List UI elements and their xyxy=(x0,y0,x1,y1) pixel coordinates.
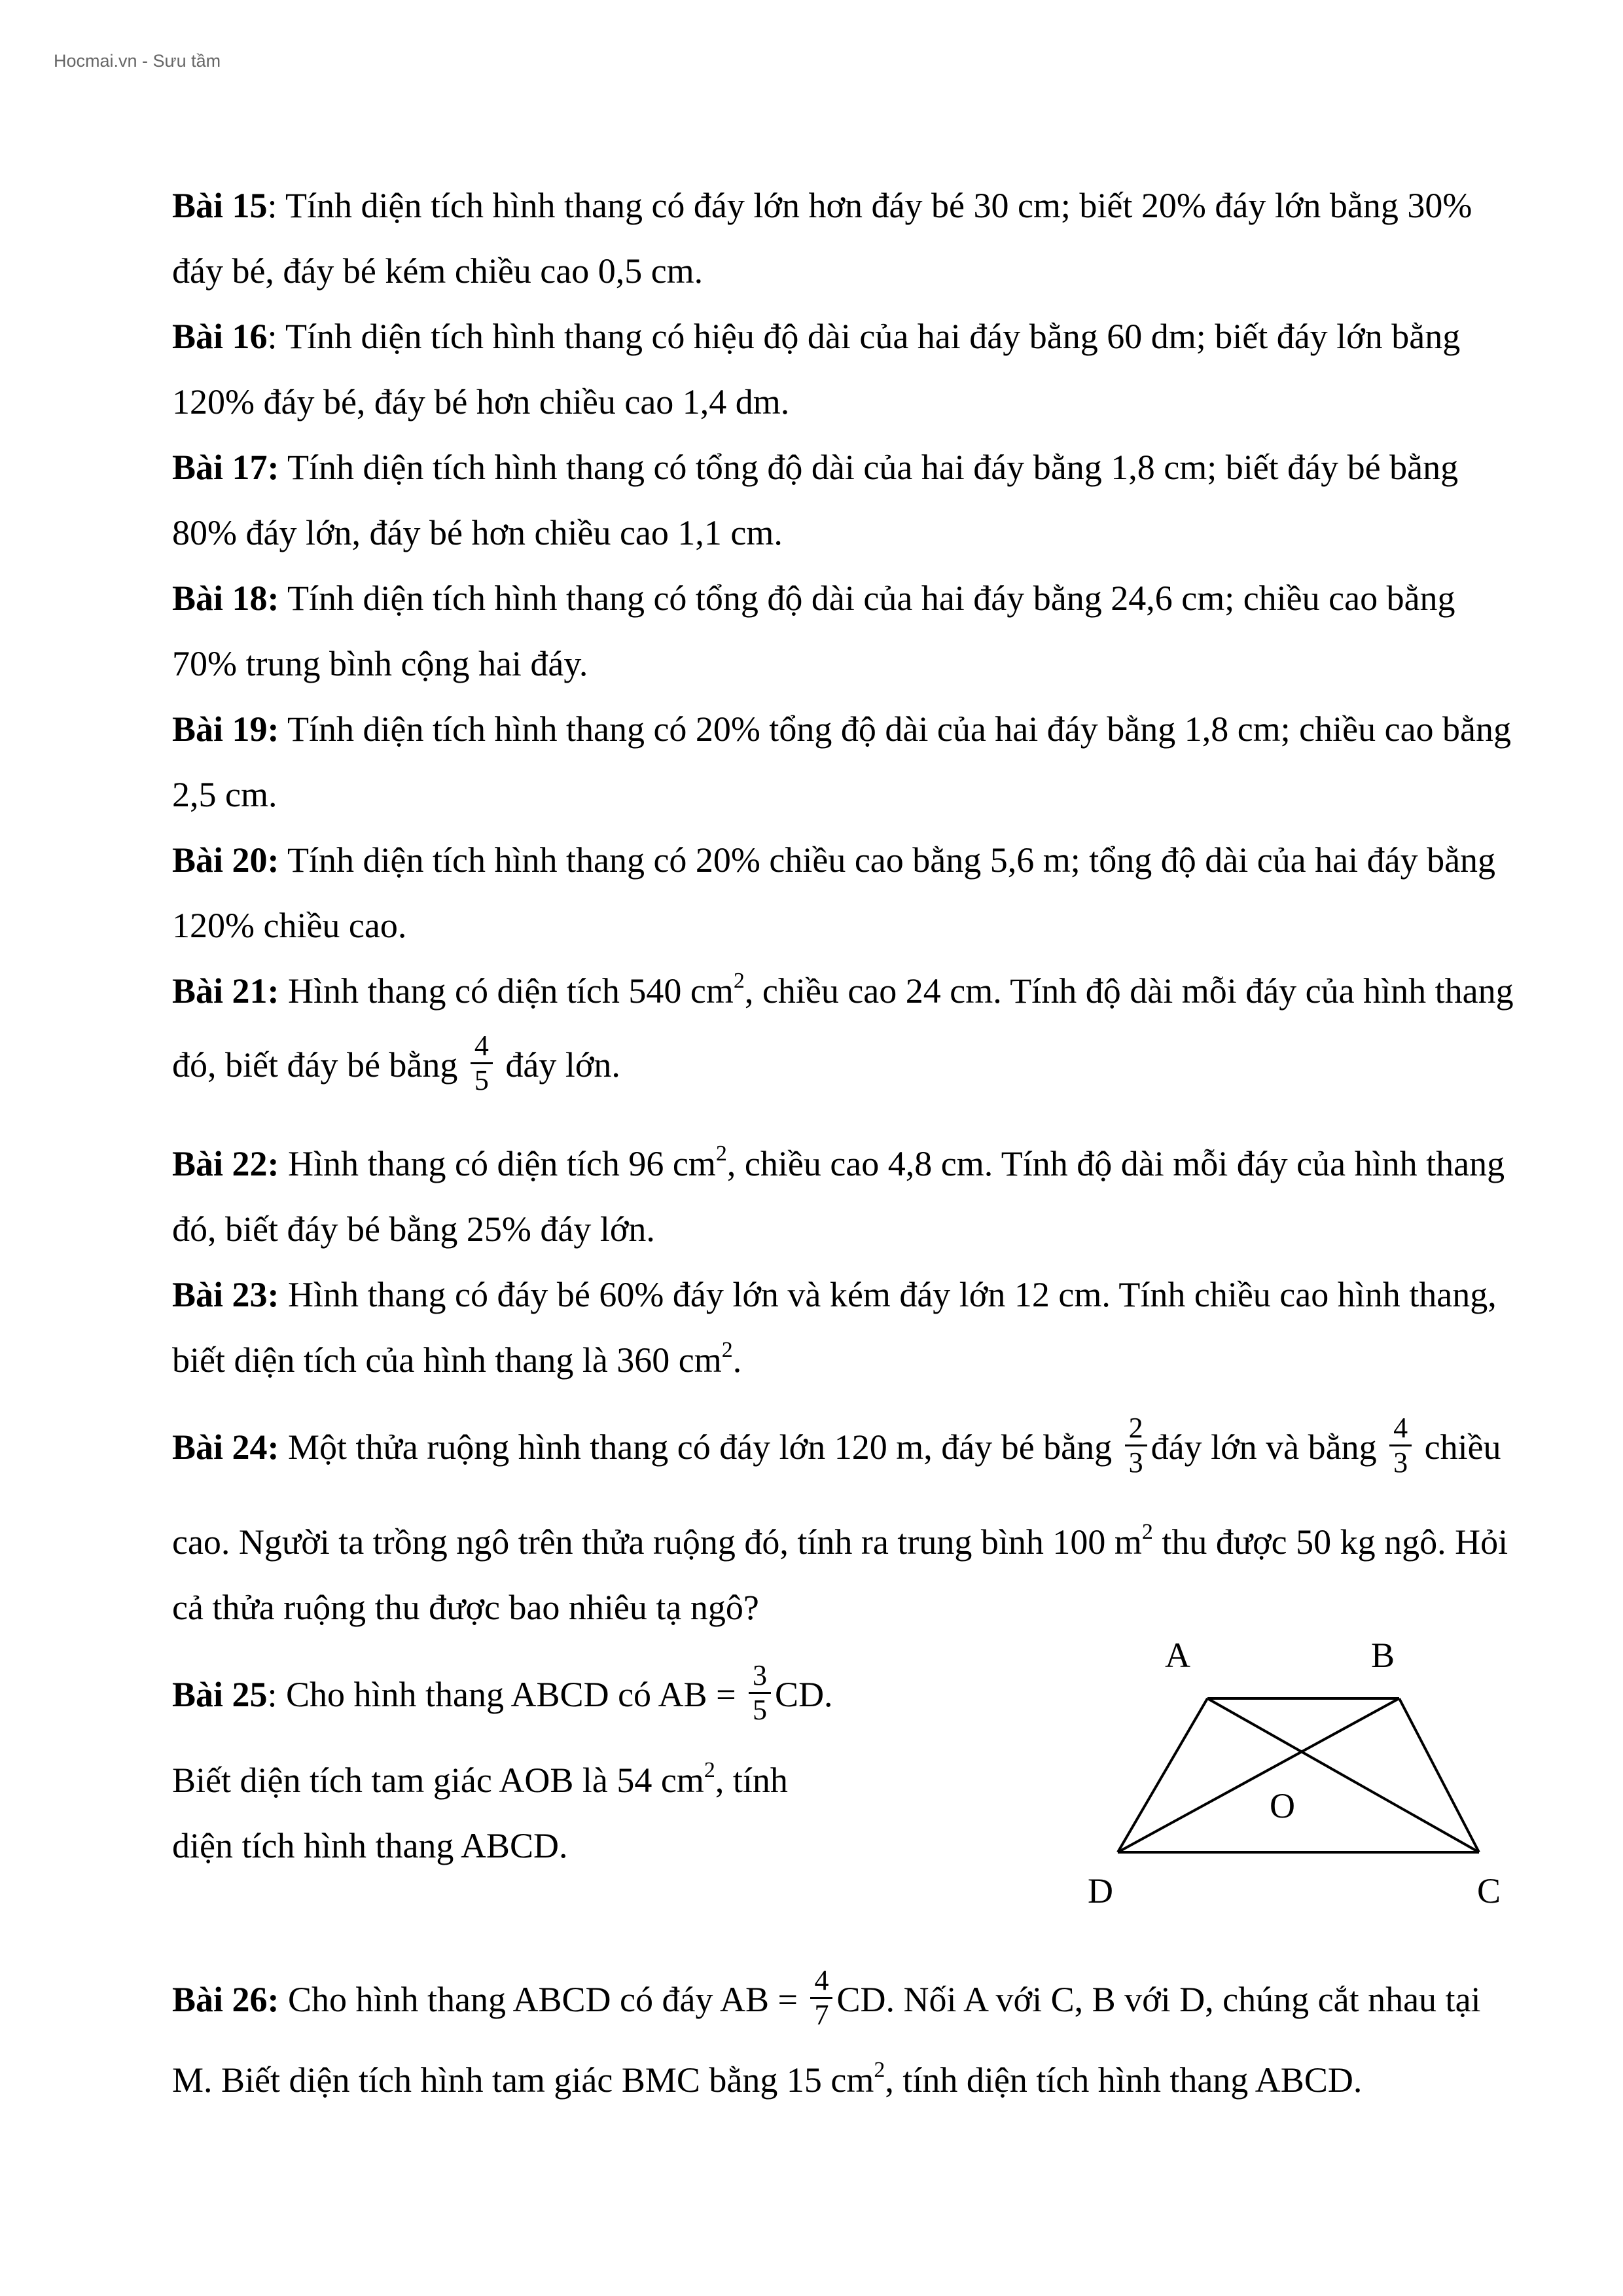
problem-16-line-1 xyxy=(172,319,1460,354)
problem-26-fraction xyxy=(810,1965,832,2030)
problem-17-line-2: 80% đáy lớn, đáy bé hơn chiều cao 1,1 cm. xyxy=(172,513,783,552)
problem-26-line-2 xyxy=(172,2058,1363,2100)
problem-25-text-c: Biết diện tích tam giác AOB là 54 cm xyxy=(172,1761,704,1800)
problem-16-label: Bài 16 xyxy=(172,317,268,356)
problem-20-line-1 xyxy=(172,842,1495,878)
problem-19-label: Bài 19: xyxy=(172,709,279,749)
problem-21-line-2 xyxy=(172,1030,620,1101)
problem-24-fraction-2 xyxy=(1389,1413,1412,1478)
problem-25-line-2 xyxy=(172,1758,788,1800)
problem-24-text-e: thu được 50 kg ngô. Hỏi xyxy=(1152,1522,1508,1562)
problem-18-label: Bài 18: xyxy=(172,579,279,618)
problem-22-text-a: Hình thang có diện tích 96 cm xyxy=(279,1144,716,1183)
fraction-numerator: 2 xyxy=(1125,1413,1147,1446)
problem-26-line-1 xyxy=(172,1964,1481,2036)
problem-18-line-1 xyxy=(172,581,1455,616)
problem-23-text-b: . xyxy=(732,1340,742,1380)
problem-21-text-b: , chiều cao 24 cm. Tính độ dài mỗi đáy của hình thang xyxy=(744,971,1514,1011)
problem-25-text-a: : Cho hình thang ABCD có AB = xyxy=(267,1675,745,1715)
problem-25-sup: 2 xyxy=(704,1758,715,1782)
problem-21-line-1 xyxy=(172,969,1514,1011)
fraction-numerator: 4 xyxy=(471,1031,493,1064)
problem-26-sup: 2 xyxy=(874,2058,885,2082)
vertex-b-label: B xyxy=(1371,1636,1395,1675)
trapezoid-figure xyxy=(1073,1636,1531,1931)
problem-22-sup: 2 xyxy=(715,1141,727,1166)
problem-21-fraction xyxy=(471,1031,493,1096)
problem-25-text-d: , tính xyxy=(715,1761,788,1800)
vertex-d-label: D xyxy=(1088,1871,1113,1910)
fraction-numerator: 3 xyxy=(749,1660,771,1694)
problem-26-label: Bài 26: xyxy=(172,1980,279,2020)
problem-24-sup: 2 xyxy=(1141,1520,1153,1544)
problem-20-text: Tính diện tích hình thang có 20% chiều cao bằng 5,6 m; tổng độ dài của hai đáy bằng xyxy=(279,840,1496,880)
trapezoid-diagram xyxy=(1073,1636,1531,1931)
problem-25-line-1 xyxy=(172,1659,833,1731)
fraction-denominator: 3 xyxy=(1393,1446,1408,1479)
problem-21-label: Bài 21: xyxy=(172,971,279,1011)
problem-23-text-a: biết diện tích của hình thang là 360 cm xyxy=(172,1340,722,1380)
problem-21-text-d: đáy lớn. xyxy=(496,1045,620,1085)
problem-24-text-a: Một thửa ruộng hình thang có đáy lớn 120 m, đáy bé bằng xyxy=(279,1427,1121,1467)
problem-22-line-1 xyxy=(172,1141,1505,1183)
problem-23-line-1 xyxy=(172,1277,1497,1312)
problem-15-label: Bài 15 xyxy=(172,186,268,225)
problem-18-line-2: 70% trung bình cộng hai đáy. xyxy=(172,644,588,683)
fraction-numerator: 4 xyxy=(810,1965,832,1999)
problem-24-text-c: chiều xyxy=(1416,1427,1501,1467)
problem-24-label: Bài 24: xyxy=(172,1427,279,1467)
problem-17-line-1 xyxy=(172,450,1458,485)
vertex-c-label: C xyxy=(1477,1871,1501,1910)
fraction-numerator: 4 xyxy=(1389,1413,1412,1446)
problem-24-line-3: cả thửa ruộng thu được bao nhiêu tạ ngô? xyxy=(172,1588,759,1627)
problem-26-text-a: Cho hình thang ABCD có đáy AB = xyxy=(279,1980,807,2020)
problem-25-fraction xyxy=(749,1660,771,1725)
fraction-denominator: 7 xyxy=(814,1999,829,2032)
problem-25-label: Bài 25 xyxy=(172,1675,268,1715)
center-o-label: O xyxy=(1270,1786,1295,1825)
problem-15-text: : Tính diện tích hình thang có đáy lớn hơn đáy bé 30 cm; biết 20% đáy lớn bằng 30% xyxy=(267,186,1472,225)
problem-20-line-2: 120% chiều cao. xyxy=(172,906,407,945)
problem-24-line-1 xyxy=(172,1412,1501,1483)
problem-22-line-2: đó, biết đáy bé bằng 25% đáy lớn. xyxy=(172,1210,655,1249)
problem-26-text-b: CD. Nối A với C, B với D, chúng cắt nhau tại xyxy=(836,1980,1481,2020)
problem-24-fraction-1 xyxy=(1125,1413,1147,1478)
problem-16-text: : Tính diện tích hình thang có hiệu độ dài của hai đáy bằng 60 dm; biết đáy lớn bằng xyxy=(267,317,1461,356)
problem-22-label: Bài 22: xyxy=(172,1144,279,1183)
problem-20-label: Bài 20: xyxy=(172,840,279,880)
problem-24-text-d: cao. Người ta trồng ngô trên thửa ruộng đó, tính ra trung bình 100 m xyxy=(172,1522,1142,1562)
problem-19-line-2: 2,5 cm. xyxy=(172,775,277,814)
problem-24-text-b: đáy lớn và bằng xyxy=(1150,1427,1386,1467)
problem-23-text: Hình thang có đáy bé 60% đáy lớn và kém đáy lớn 12 cm. Tính chiều cao hình thang, xyxy=(279,1275,1497,1314)
problem-19-text: Tính diện tích hình thang có 20% tổng độ dài của hai đáy bằng 1,8 cm; chiều cao bằng xyxy=(279,709,1512,749)
problem-23-label: Bài 23: xyxy=(172,1275,279,1314)
problem-17-text: Tính diện tích hình thang có tổng độ dài của hai đáy bằng 1,8 cm; biết đáy bé bằng xyxy=(279,448,1459,487)
problem-23-sup: 2 xyxy=(721,1338,733,1362)
fraction-denominator: 5 xyxy=(474,1064,489,1097)
problem-21-text-a: Hình thang có diện tích 540 cm xyxy=(279,971,734,1011)
problem-18-text: Tính diện tích hình thang có tổng độ dài của hai đáy bằng 24,6 cm; chiều cao bằng xyxy=(279,579,1455,618)
watermark: Hocmai.vn - Sưu tầm xyxy=(54,51,221,71)
problem-25-text-b: CD. xyxy=(775,1675,833,1715)
problem-15-line-2: đáy bé, đáy bé kém chiều cao 0,5 cm. xyxy=(172,251,704,291)
problem-26-text-c: M. Biết diện tích hình tam giác BMC bằng 15 cm xyxy=(172,2060,874,2100)
problem-26-text-d: , tính diện tích hình thang ABCD. xyxy=(885,2060,1363,2100)
problem-21-sup: 2 xyxy=(733,969,745,993)
fraction-denominator: 5 xyxy=(753,1694,768,1727)
vertex-a-label: A xyxy=(1165,1636,1190,1675)
problem-15-line-1 xyxy=(172,188,1472,223)
problem-19-line-1 xyxy=(172,711,1511,747)
problem-25-line-3: diện tích hình thang ABCD. xyxy=(172,1826,568,1865)
diagonal-bd xyxy=(1118,1698,1399,1852)
problem-21-text-c: đó, biết đáy bé bằng xyxy=(172,1045,467,1085)
fraction-denominator: 3 xyxy=(1128,1446,1143,1479)
problem-17-label: Bài 17: xyxy=(172,448,279,487)
problem-24-line-2 xyxy=(172,1520,1508,1562)
problem-23-line-2 xyxy=(172,1338,742,1380)
problem-16-line-2: 120% đáy bé, đáy bé hơn chiều cao 1,4 dm. xyxy=(172,382,790,422)
problem-22-text-b: , chiều cao 4,8 cm. Tính độ dài mỗi đáy của hình thang xyxy=(726,1144,1505,1183)
